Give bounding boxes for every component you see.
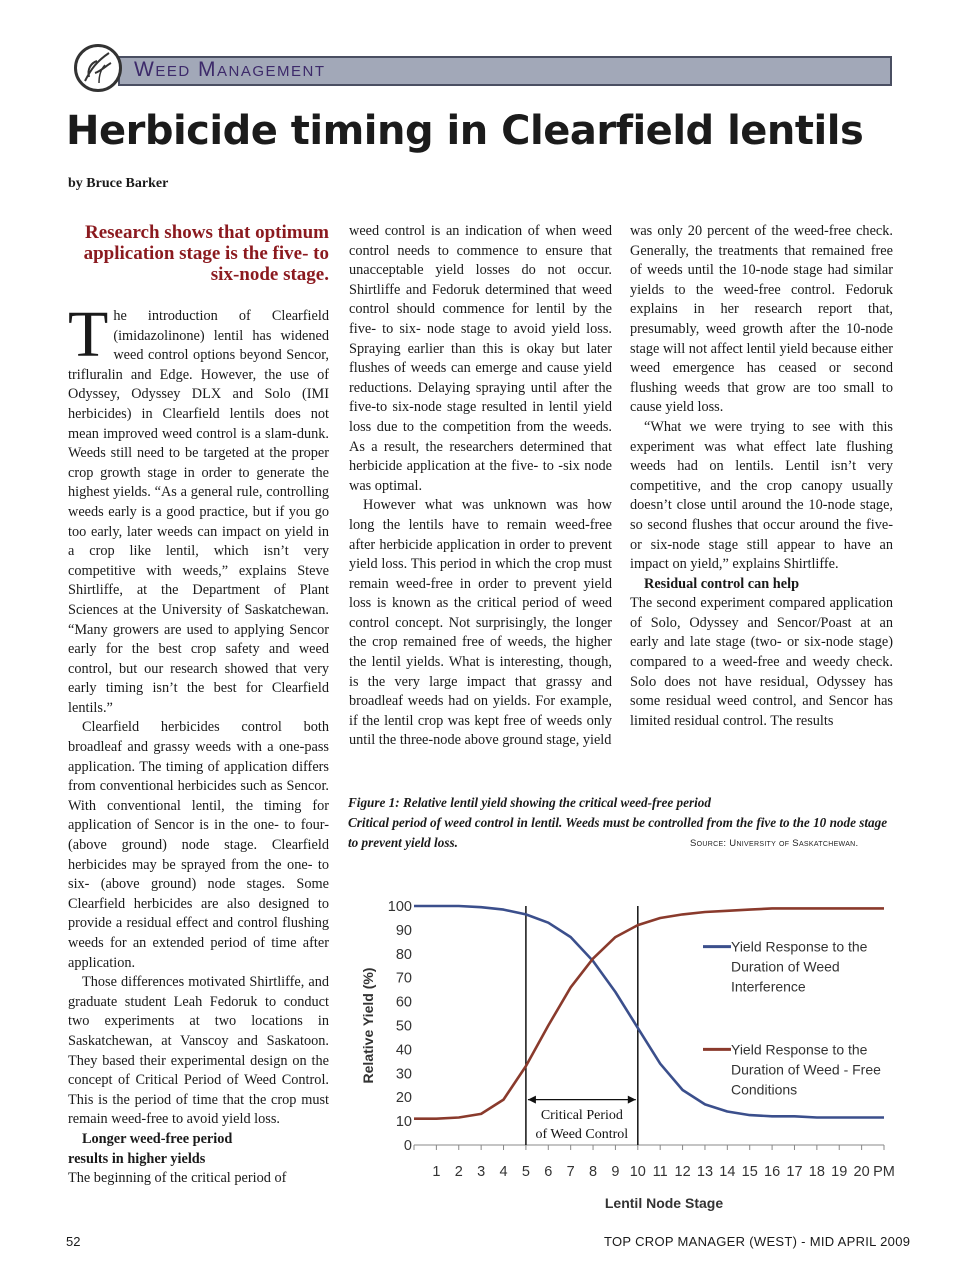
- page-number: 52: [66, 1234, 81, 1249]
- x-tick-label: 20: [853, 1164, 870, 1180]
- publication-footer: TOP CROP MANAGER (WEST) - MID APRIL 2009: [604, 1234, 911, 1249]
- x-tick-label: 4: [499, 1164, 508, 1180]
- y-tick-label: 40: [395, 1042, 412, 1059]
- y-tick-label: 60: [395, 994, 412, 1011]
- x-tick-label: 16: [764, 1164, 781, 1180]
- x-tick-label: 18: [808, 1164, 825, 1180]
- column-2: [349, 222, 612, 751]
- x-tick-label: 5: [521, 1164, 530, 1180]
- legend-label-weed-free: Yield Response to the Duration of Weed - Free Conditions: [731, 1041, 881, 1098]
- yield-chart: [346, 880, 902, 1220]
- figure-description: Critical period of weed control in lentil. Weeds must be controlled from the five to the 10 node stage to prevent yield loss.: [348, 815, 888, 850]
- section-header: [74, 44, 892, 92]
- arrowhead-left: [528, 1096, 536, 1104]
- y-tick-label: 20: [395, 1090, 412, 1107]
- headline: Herbicide timing in Clearfield lentils: [66, 108, 864, 154]
- x-tick-label: 9: [611, 1164, 620, 1180]
- subhead: Residual control can help: [644, 575, 800, 592]
- figure-source: Source: University of Saskatchewan.: [690, 838, 859, 849]
- byline: by Bruce Barker: [68, 176, 169, 191]
- x-tick-label: 7: [566, 1164, 575, 1180]
- x-tick-label: 14: [719, 1164, 736, 1180]
- paragraph: The second experiment compared application of Solo, Odyssey and Sencor/Poast at an early and late stage (two- or six-node stage) compared to a weed-free and weedy check. Solo does not have residual, Odyssey has some residual weed control, and Sencor has limited residual control. The results: [630, 595, 893, 729]
- subhead: Longer weed-free period results in higher yields: [68, 1130, 233, 1167]
- y-tick-label: 0: [403, 1138, 412, 1154]
- x-tick-label: 13: [696, 1164, 714, 1180]
- x-tick-label: 10: [629, 1164, 646, 1180]
- y-tick-label: 90: [395, 922, 412, 939]
- paragraph: weed control is an indication of when weed control needs to commence to ensure that unacceptable yield losses do not occur. Shirtliffe and Fedoruk determined that weed control should commence for lentil by the five- to six- node stage to avoid yield loss. Spraying earlier than this is okay but later flushes of weeds can emerge and cause yield reductions. Delaying spraying until after the five-to six-node stage resulted in lentil yield loss due to the competition from the weeds. As a result, the researchers determined that herbicide application at the five- to -six node was optimal.: [349, 223, 612, 494]
- paragraph: Clearfield herbicides control both broadleaf and grassy weeds with a one-pass application. The timing of application differs from conventional herbicides such as Sencor. With conventional lentil, the timing for application of Sencor is in the one- to four- (above ground) node stage. Clearfield herbicides may be sprayed from the one- to six- (above ground) node stages. Some Clearfield herbicides are also designed to provide a residual effect and control flushing weeds for an extended period of time after application.: [68, 719, 329, 971]
- section-title: Weed Management: [134, 58, 326, 81]
- paragraph: Those differences motivated Shirtliffe, and graduate student Leah Fedoruk to conduct two experiments at two locations in Saskatchewan, at Vanscoy and Saskatoon. They based their experimental design on the concept of Critical Period of Weed Control. This is the period of time that the crop must remain weed-free to avoid yield loss.: [68, 974, 329, 1128]
- paragraph: However what was unknown was how long the lentils have to remain weed-free after herbicide application in order to prevent yield loss. This period in which the crop must remain weed-free in order to prevent yield loss is known as the critical period of weed control concept. Not surprisingly, the longer the crop remained free of weeds, the higher the lentil yields. What is interesting, though, is the very large impact that grassy and broadleaf weeds had on yields. For example, if the lentil crop was kept free of weeds only until the three-node above ground stage, yield: [349, 497, 612, 749]
- x-tick-label: 19: [831, 1164, 848, 1180]
- drop-cap: T: [68, 298, 109, 371]
- annotation-line-1: Critical Period: [540, 1108, 623, 1124]
- x-tick-label: 8: [589, 1164, 598, 1180]
- weed-logo-icon: [74, 44, 122, 92]
- y-axis-label: Relative Yield (%): [360, 967, 376, 1084]
- y-tick-label: 50: [395, 1018, 412, 1035]
- y-tick-label: 70: [395, 970, 412, 987]
- y-tick-label: 10: [395, 1114, 412, 1131]
- paragraph: The beginning of the critical period of: [68, 1170, 287, 1187]
- arrowhead-right: [628, 1096, 636, 1104]
- legend-label-interference: Yield Response to the Duration of Weed Interference: [731, 938, 868, 995]
- x-tick-label: 2: [454, 1164, 463, 1180]
- y-tick-label: 30: [395, 1066, 412, 1083]
- y-tick-label: 80: [395, 946, 412, 963]
- x-tick-label: 3: [477, 1164, 486, 1180]
- x-tick-label: 12: [674, 1164, 691, 1180]
- x-tick-label: 15: [741, 1164, 758, 1180]
- x-tick-label: 17: [786, 1164, 803, 1180]
- figure-title: Figure 1: Relative lentil yield showing the critical weed-free period: [348, 795, 711, 810]
- x-tick-label: 6: [544, 1164, 553, 1180]
- x-tick-label: 1: [432, 1164, 441, 1180]
- paragraph: was only 20 percent of the weed-free check. Generally, the treatments that remained free of weeds until the 10-node stage had similar yields to the weed-free control. Fedoruk explains in her research report that, presumably, weed growth after the 10-node stage will not affect lentil yield because either weed emergence has ceased or second flushing weeds that grow are too small to cause yield loss.: [630, 223, 893, 416]
- annotation-line-2: of Weed Control: [535, 1126, 629, 1142]
- x-tick-label: PM: [873, 1164, 895, 1180]
- paragraph: “What we were trying to see with this experiment was what effect late flushing weeds had on lentils. Lentil isn’t very competitive, and the crop canopy usually doesn’t close until around the 10-node stage, so second flushes that occur around the five- or six-node stage still appear to have an impact on yield,” explains Shirtliffe.: [630, 418, 893, 573]
- paragraph: The introduction of Clearfield (imidazolinone) lentil has widened weed control options beyond Sencor, trifluralin and Edge. However, the use of Odyssey, Odyssey DLX and Solo (IMI herbicides) in Clearfield lentils does not mean improved weed control is a slam-dunk. Weeds still need to be targeted at the proper crop growth stage in order to generate the highest yields. “As a general rule, controlling weeds early is a good practice, but if you go too early, later weeds can impact on yield in a crop like lentil, which isn’t very competitive with weeds,” explains Steve Shirtliffe, at the Department of Plant Sciences at the University of Saskatchewan. “Many growers are used to applying Sencor early for the best crop safety and weed control, but our research showed that very early timing isn’t the best for Clearfield lentils.”: [68, 298, 329, 716]
- x-axis-label: Lentil Node Stage: [604, 1195, 724, 1211]
- pull-quote: Research shows that optimum application stage is the five- to six-node stage.: [83, 222, 329, 285]
- column-3: [630, 222, 893, 731]
- x-tick-label: 11: [652, 1164, 668, 1180]
- y-tick-label: 100: [387, 899, 412, 915]
- column-1: [68, 222, 329, 1189]
